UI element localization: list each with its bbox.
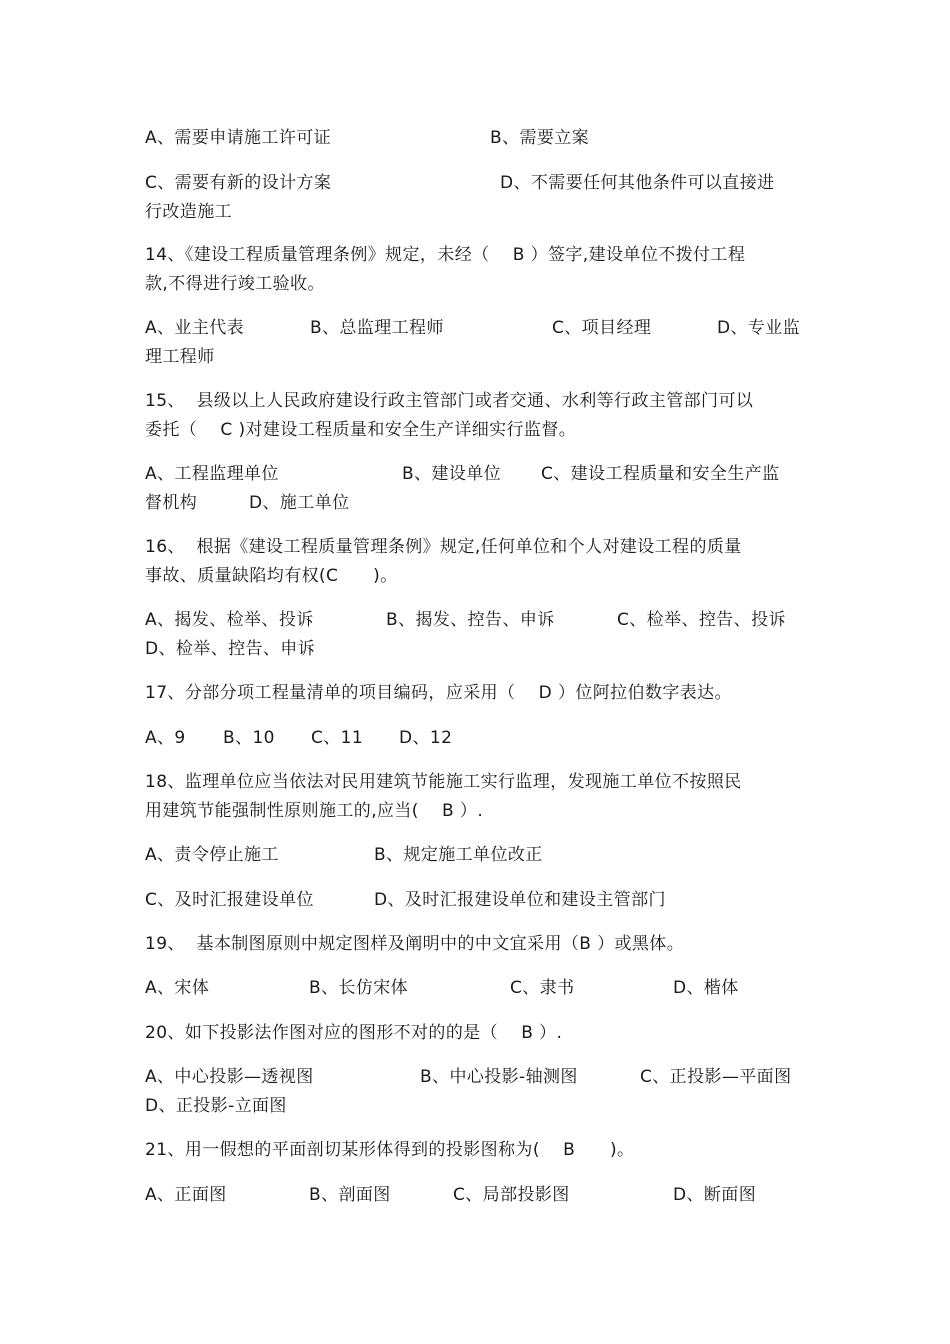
q20-option-c: C、正投影—平面图	[640, 1067, 792, 1087]
q15-option-a: A、工程监理单位	[145, 464, 279, 484]
q14-option-d: D、专业监	[717, 318, 801, 338]
q21-option-b: B、剖面图	[309, 1185, 391, 1205]
q16-option-c: C、检举、控告、投诉	[617, 610, 786, 630]
q20-stem: 20、如下投影法作图对应的图形不对的的是（ B ）.	[145, 1023, 563, 1043]
q18-option-c: C、及时汇报建设单位	[145, 890, 314, 910]
q18-option-b: B、规定施工单位改正	[374, 845, 543, 865]
q13-option-a: A、需要申请施工许可证	[145, 128, 332, 148]
q19-option-c: C、隶书	[510, 978, 575, 998]
q19-option-d: D、楷体	[673, 978, 739, 998]
q14-option-a: A、业主代表	[145, 318, 245, 338]
q21-option-c: C、局部投影图	[453, 1185, 570, 1205]
q21-option-a: A、正面图	[145, 1185, 227, 1205]
q14-option-b: B、总监理工程师	[310, 318, 444, 338]
q18-option-a: A、责令停止施工	[145, 845, 279, 865]
q21-option-d: D、断面图	[673, 1185, 757, 1205]
q15-option-d: D、施工单位	[249, 493, 350, 513]
q20-option-b: B、中心投影-轴测图	[420, 1067, 578, 1087]
q16-option-a: A、揭发、检举、投诉	[145, 610, 314, 630]
q16-stem-line-1: 16、 根据《建设工程质量管理条例》规定,任何单位和个人对建设工程的质量	[145, 537, 742, 557]
q19-stem: 19、 基本制图原则中规定图样及阐明中的中文宜采用（B ）或黑体。	[145, 934, 685, 954]
q16-stem-line-2: 事故、质量缺陷均有权(C )。	[145, 566, 398, 586]
q13-option-b: B、需要立案	[490, 128, 590, 148]
q17-option-b: B、10	[223, 728, 275, 748]
q15-stem-line-2: 委托（ C )对建设工程质量和安全生产详细实行监督。	[145, 420, 577, 440]
q15-option-b: B、建设单位	[402, 464, 502, 484]
q21-options-row	[145, 1184, 757, 1316]
q14-stem-line-1: 14、《建设工程质量管理条例》规定，未经（ B ）签字,建设单位不拨付工程	[145, 245, 746, 265]
q14-option-d-cont: 理工程师	[145, 347, 215, 367]
q17-option-a: A、9	[145, 728, 186, 748]
q16-option-d: D、检举、控告、申诉	[145, 639, 316, 659]
q13-option-d-cont: 行改造施工	[145, 202, 232, 222]
q13-option-c: C、需要有新的设计方案	[145, 173, 332, 193]
q19-option-b: B、长仿宋体	[309, 978, 409, 998]
q14-stem-line-2: 款,不得进行竣工验收。	[145, 274, 325, 294]
q20-option-a: A、中心投影—透视图	[145, 1067, 314, 1087]
q18-stem-line-1: 18、监理单位应当依法对民用建筑节能施工实行监理，发现施工单位不按照民	[145, 772, 742, 792]
q20-option-d: D、正投影-立面图	[145, 1096, 287, 1116]
q16-option-b: B、揭发、控告、申诉	[386, 610, 555, 630]
q17-option-c: C、11	[311, 728, 364, 748]
q15-option-c: C、建设工程质量和安全生产监	[541, 464, 780, 484]
q17-stem: 17、分部分项工程量清单的项目编码，应采用（ D ）位阿拉伯数字表达。	[145, 683, 732, 703]
q18-option-d: D、及时汇报建设单位和建设主管部门	[374, 890, 666, 910]
q15-option-c-cont: 督机构	[145, 493, 198, 513]
q13-option-d: D、不需要任何其他条件可以直接进	[500, 173, 775, 193]
q15-stem-line-1: 15、 县级以上人民政府建设行政主管部门或者交通、水利等行政主管部门可以	[145, 391, 754, 411]
q18-stem-line-2: 用建筑节能强制性原则施工的,应当( B ）.	[145, 801, 484, 821]
q19-option-a: A、宋体	[145, 978, 210, 998]
q21-stem: 21、用一假想的平面剖切某形体得到的投影图称为( B )。	[145, 1140, 635, 1160]
q17-option-d: D、12	[399, 728, 453, 748]
q14-option-c: C、项目经理	[552, 318, 652, 338]
